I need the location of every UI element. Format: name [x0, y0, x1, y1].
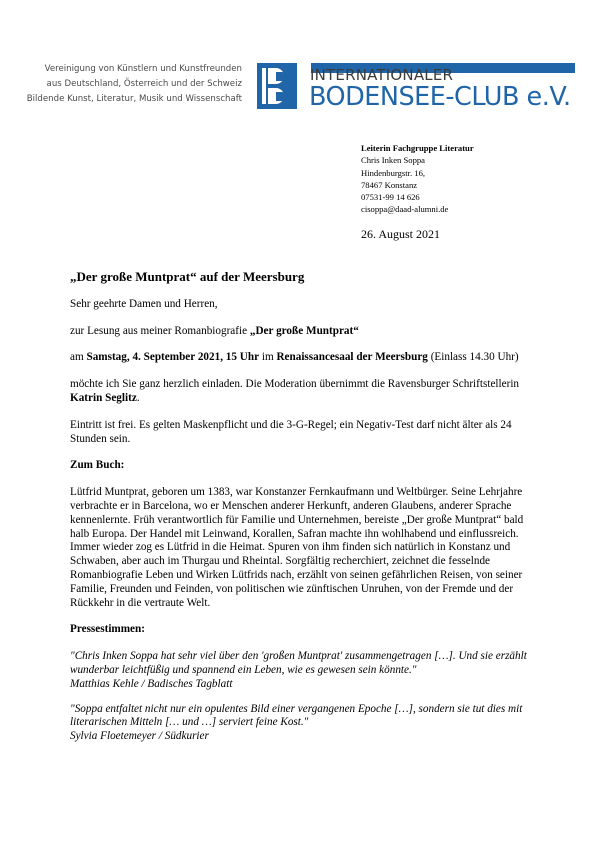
sender-phone: 07531-99 14 626: [361, 192, 420, 203]
letter-title: „Der große Muntprat“ auf der Meersburg: [70, 269, 305, 284]
sender-email: cisoppa@daad-alumni.de: [361, 204, 449, 215]
event-location: Renaissancesaal der Meersburg: [276, 351, 428, 364]
invite-paragraph: möchte ich Sie ganz herzlich einladen. Die Moderation übernimmt die Ravensburger Schriftstellerin Katrin Seglitz.: [70, 378, 520, 404]
logo-text-bodensee-club: BODENSEE-CLUB e.V.: [309, 82, 571, 112]
event-date: Samstag, 4. September 2021, 15 Uhr: [86, 351, 260, 364]
book-heading: Zum Buch:: [70, 459, 125, 472]
press-heading: Pressestimmen:: [70, 623, 145, 636]
org-line: Bildende Kunst, Literatur, Musik und Wissenschaft: [26, 94, 242, 104]
salutation: Sehr geehrte Damen und Herren,: [70, 297, 218, 310]
press-quote-source: Matthias Kehle / Badisches Tagblatt: [70, 677, 233, 690]
press-quote: "Chris Inken Soppa hat sehr viel über den 'großen Muntprat' zusammengetragen […]. Und sie erzählt wunderbar leichtfüßig und spannend ein Leben, wie es gewesen sein könnte.": [70, 650, 527, 676]
press-quote-source: Sylvia Floetemeyer / Südkurier: [70, 730, 209, 743]
sender-street: Hindenburgstr. 16,: [361, 167, 426, 178]
press-quote: "Soppa entfaltet nicht nur ein opulentes Bild einer vergangenen Epoche […], sondern sie tut dies mit literarischen Mitteln [… und …] serviert feine Kost.": [70, 702, 523, 729]
book-title: „Der große Muntprat“: [249, 324, 359, 337]
event-paragraph: am Samstag, 4. September 2021, 15 Uhr im Renaissancesaal der Meersburg (Einlass 14.30 Uhr): [70, 351, 519, 364]
sender-role: Leiterin Fachgruppe Literatur: [361, 143, 474, 153]
org-line: Vereinigung von Künstlern und Kunstfreunden: [44, 64, 242, 74]
intro-paragraph: zur Lesung aus meiner Romanbiografie „Der große Muntprat“: [70, 324, 359, 337]
org-description: [27, 62, 242, 107]
letter-date: 26. August 2021: [361, 227, 441, 241]
bodensee-club-logo-icon: [257, 63, 297, 109]
entry-paragraph: Eintritt ist frei. Es gelten Maskenpflicht und die 3-G-Regel; ein Negativ-Test darf nicht älter als 24 Stunden sein.: [70, 418, 512, 445]
org-line: aus Deutschland, Österreich und der Schweiz: [46, 79, 242, 89]
logo-text-international: INTERNATIONALER: [310, 66, 454, 84]
letter-body: [70, 270, 532, 744]
moderator-name: Katrin Seglitz: [70, 391, 137, 404]
book-description: Lütfrid Muntprat, geboren um 1383, war Konstanzer Fernkaufmann und Weltbürger. Seine Lehrjahre verbrachte er in Barcelona, wo er Menschen anderer Herkunft, anderen Glaubens, anderer Sprache kennenlernte. Früh verantwortlich für Familie und Unternehmen, bereiste „Der große Muntprat“ bald halb Europa. Der Handel mit Leinwand, Korallen, Safran machte ihn wohlhabend und einflussreich. Immer wieder zog es Lütfrid in die Heimat. Spuren von ihm finden sich natürlich in Konstanz und Schwaben, aber auch im Thurgau und Rheintal. Sorgfältig recherchiert, zeichnet die fesselnde Romanbiografie Leben und Wirken Lütfrids nach, erzählt von seinen gefährlichen Reisen, von seiner Familie, Freunden und Feinden, von politischen wie zünftischen Unruhen, von der Fremde und der Rückkehr in die vertraute Welt.: [70, 486, 524, 609]
sender-city: 78467 Konstanz: [361, 179, 418, 190]
sender-name: Chris Inken Soppa: [361, 155, 425, 166]
sender-block: [361, 142, 474, 216]
